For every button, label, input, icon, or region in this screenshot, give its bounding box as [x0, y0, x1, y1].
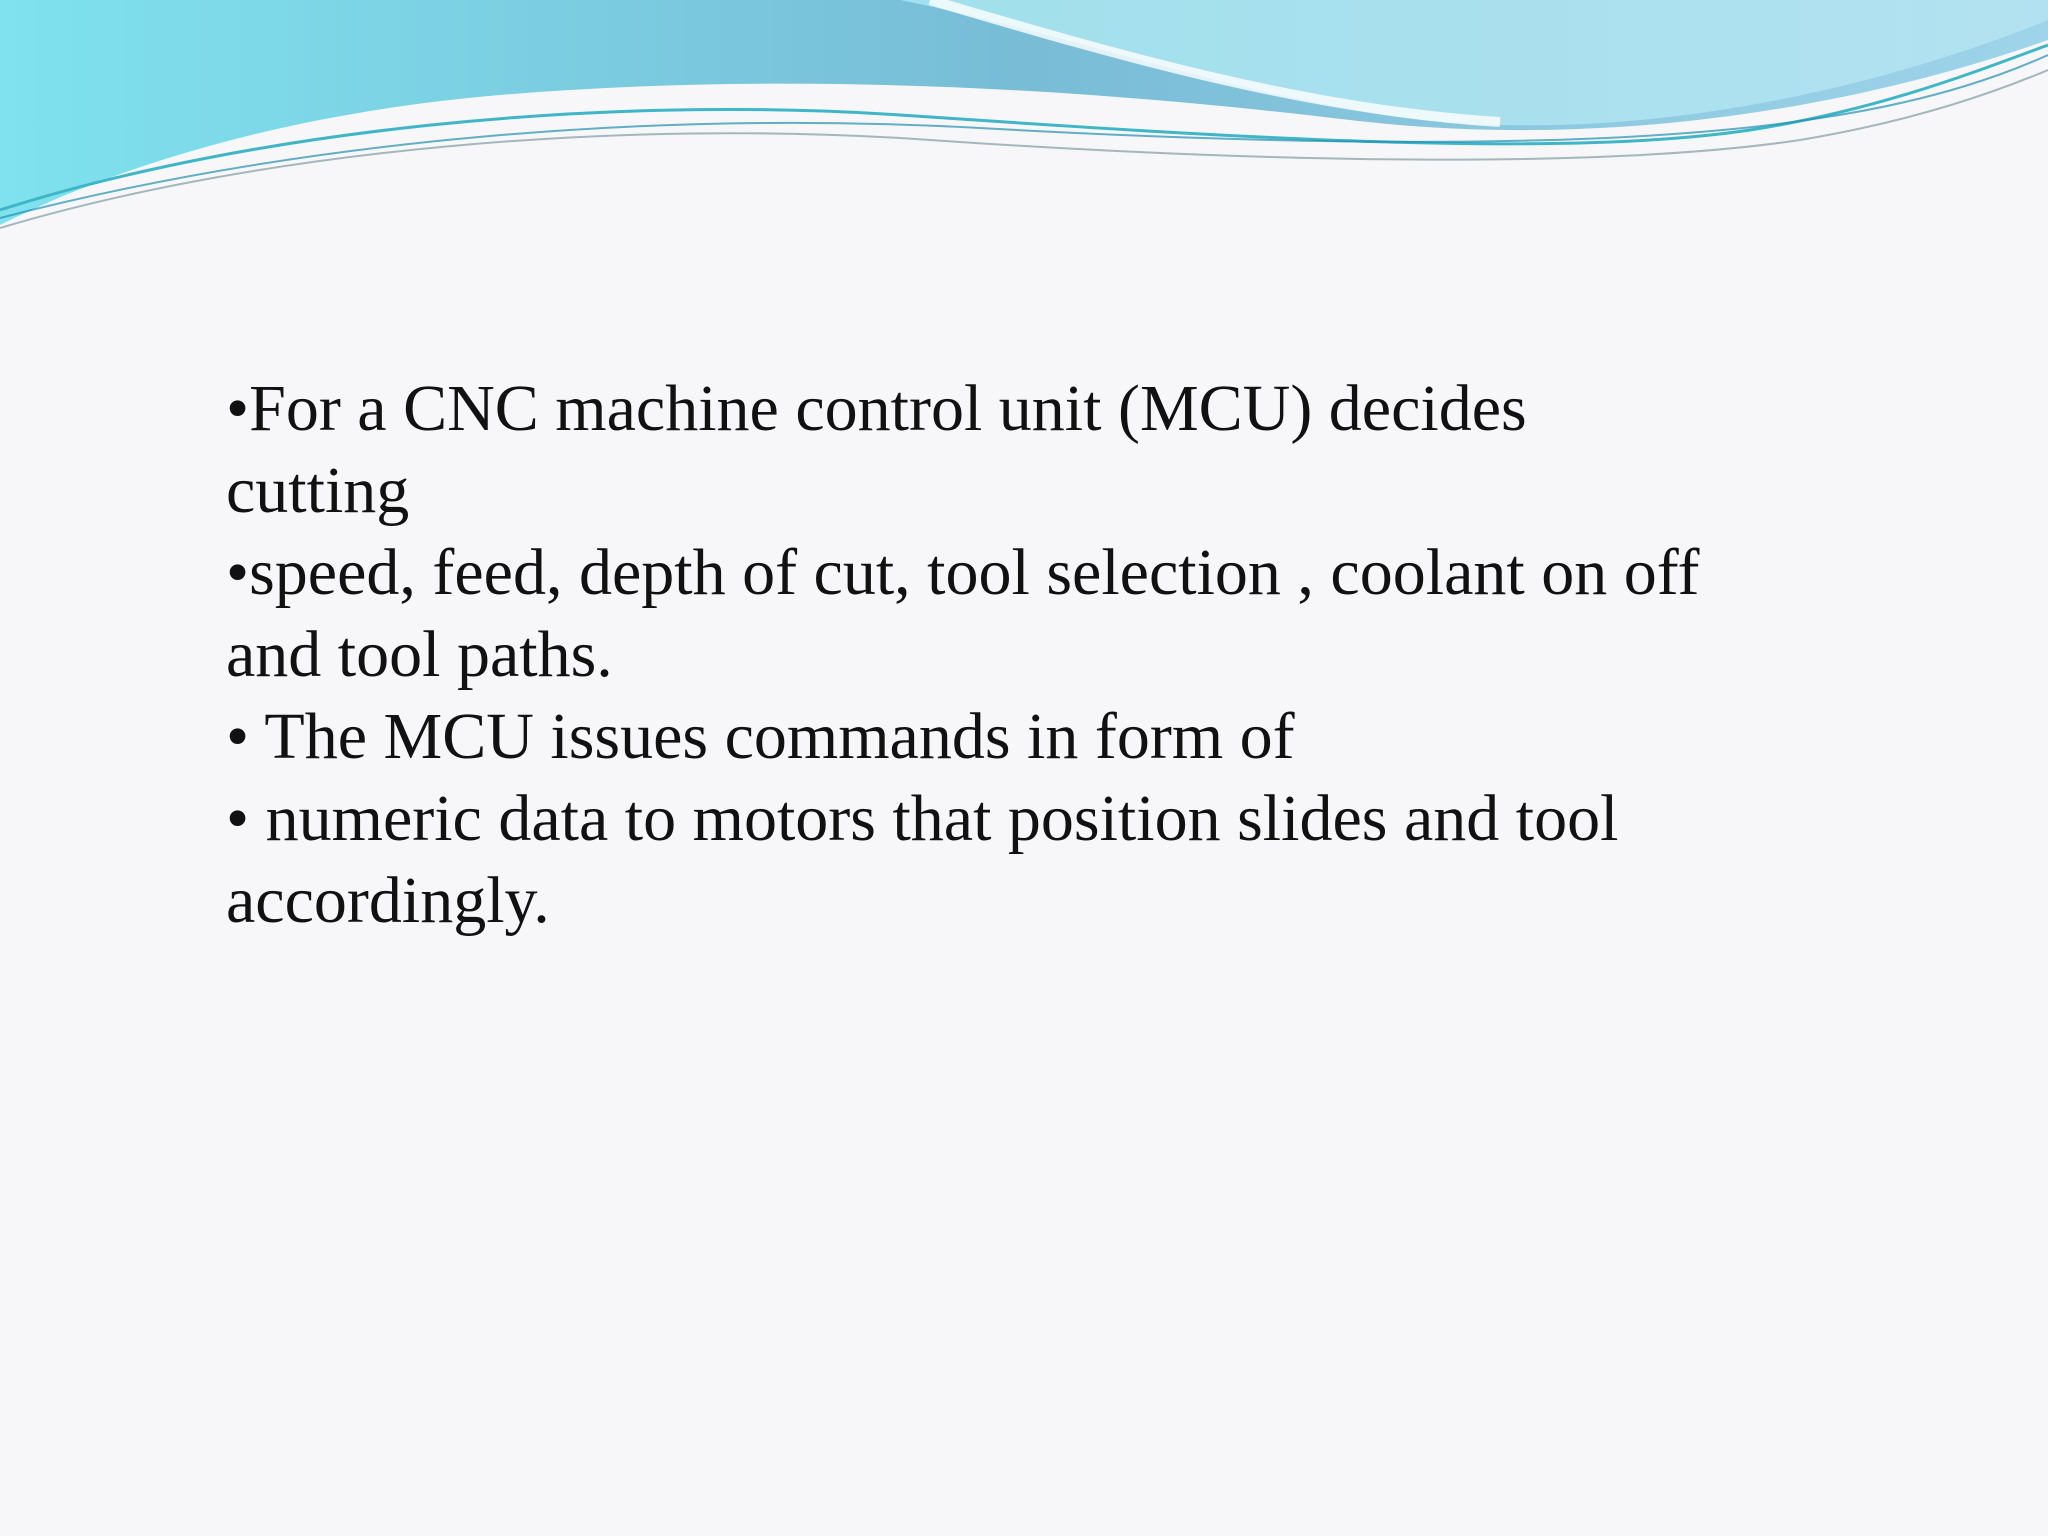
bullet-item: •For a CNC machine control unit (MCU) decides cutting	[226, 372, 1527, 527]
wave-header-decoration	[0, 0, 2048, 240]
bullet-list	[226, 368, 1726, 942]
bullet-item: •speed, feed, depth of cut, tool selection , coolant on off and tool paths.	[226, 536, 1700, 691]
bullet-item: • numeric data to motors that position slides and tool accordingly.	[226, 782, 1619, 937]
bullet-item: • The MCU issues commands in form of	[226, 700, 1295, 773]
